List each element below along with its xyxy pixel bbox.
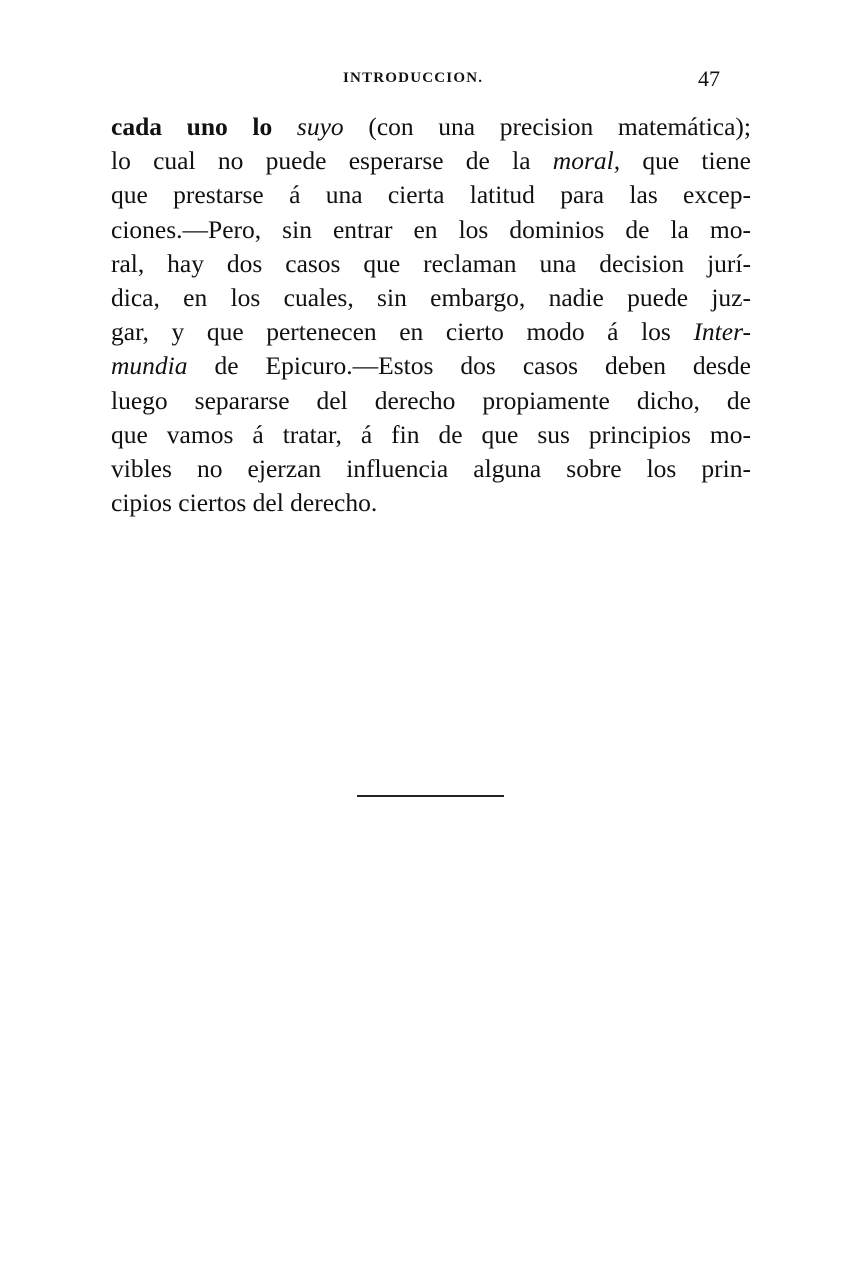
line-5-seg-1: ral, hay dos casos que reclaman una decision jurí- xyxy=(111,248,751,278)
body-paragraph xyxy=(111,110,751,520)
text-line-9 xyxy=(111,384,751,418)
text-line-7 xyxy=(111,315,751,349)
line-8-seg-1: mundia xyxy=(111,351,188,381)
line-12-seg-1: cipios ciertos del derecho. xyxy=(111,488,378,518)
line-11-seg-1: vibles no ejerzan influencia alguna sobre los prin- xyxy=(111,454,751,484)
text-line-6 xyxy=(111,281,751,315)
line-7-seg-2: Inter- xyxy=(693,317,751,347)
running-head: INTRODUCCION. xyxy=(343,70,484,86)
line-1-seg-1: cada uno lo xyxy=(111,112,297,141)
text-line-2 xyxy=(111,144,751,178)
text-line-12 xyxy=(111,486,751,520)
line-1-seg-2: suyo xyxy=(296,112,344,141)
line-2-seg-3: que tiene xyxy=(620,146,751,176)
text-line-8 xyxy=(111,349,751,383)
line-9-seg-1: luego separarse del derecho propiamente dicho, de xyxy=(111,385,751,415)
text-line-1 xyxy=(111,110,751,144)
line-7-seg-1: gar, y que pertenecen en cierto modo á los xyxy=(111,317,694,347)
line-1-seg-3: (con una precision matemática); xyxy=(343,112,751,141)
section-end-rule xyxy=(357,795,504,797)
line-2-seg-2: moral, xyxy=(552,146,621,176)
line-3-seg-1: que prestarse á una cierta latitud para las excep- xyxy=(111,180,751,210)
text-line-3 xyxy=(111,178,751,212)
text-line-11 xyxy=(111,452,751,486)
line-2-seg-1: lo cual no puede esperarse de la xyxy=(111,146,553,176)
line-8-seg-2: de Epicuro.—Estos dos casos deben desde xyxy=(187,351,751,381)
page-number: 47 xyxy=(698,66,720,91)
line-10-seg-1: que vamos á tratar, á fin de que sus principios mo- xyxy=(111,419,751,449)
text-line-4 xyxy=(111,213,751,247)
text-line-10 xyxy=(111,418,751,452)
line-6-seg-1: dica, en los cuales, sin embargo, nadie puede juz- xyxy=(111,283,751,313)
line-4-seg-1: ciones.—Pero, sin entrar en los dominios de la mo- xyxy=(111,214,751,244)
text-line-5 xyxy=(111,247,751,281)
